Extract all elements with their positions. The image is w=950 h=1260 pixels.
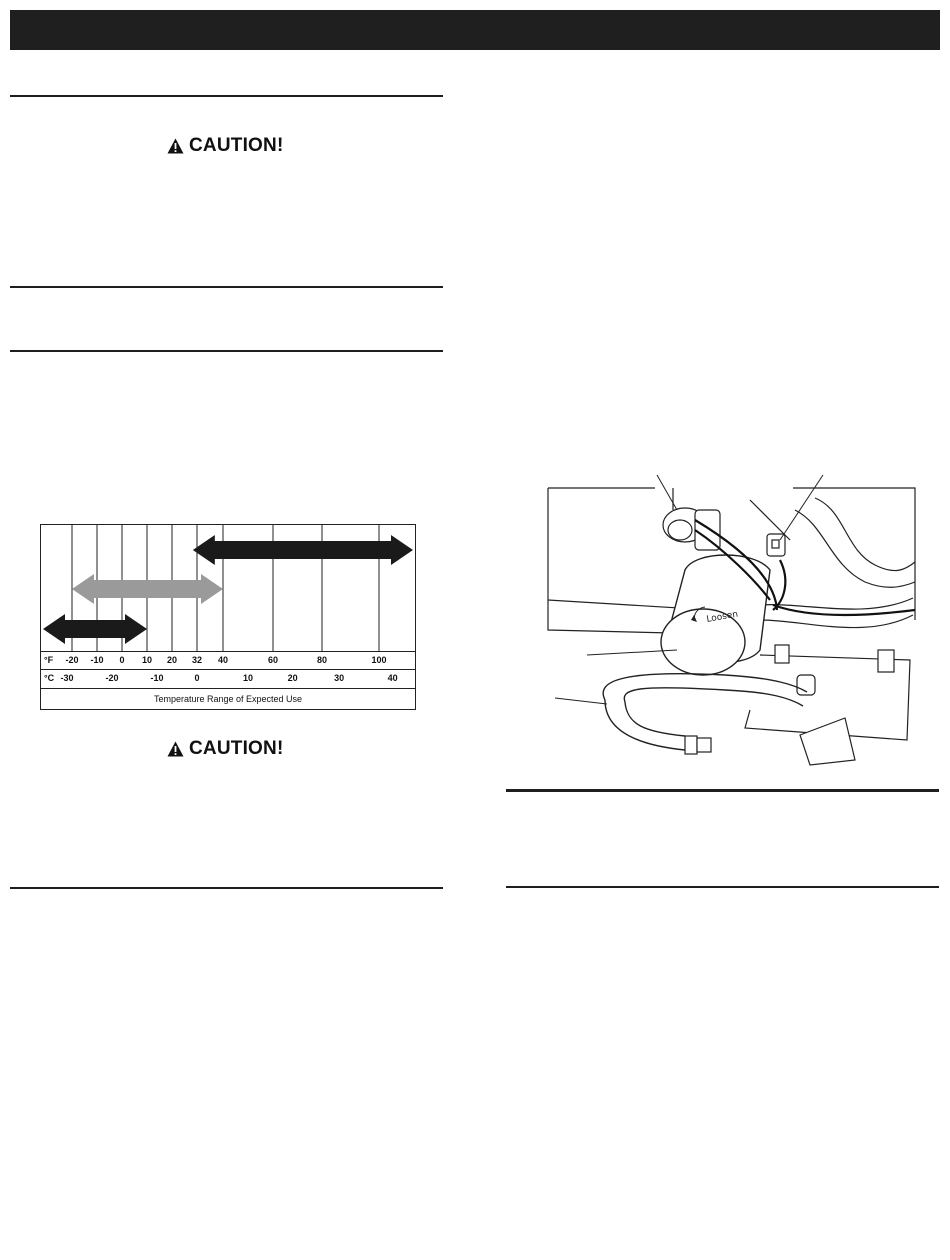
fahrenheit-tick-label: 32 [191,655,203,665]
celsius-tick-label: 0 [194,673,200,683]
fahrenheit-tick-label: 60 [267,655,279,665]
section-divider [10,286,443,288]
caution-label: CAUTION! [189,135,284,156]
oil-filter-illustration [545,470,920,770]
fahrenheit-tick-label: -10 [90,655,104,665]
caution-label: CAUTION! [189,738,284,759]
fahrenheit-tick-label: 40 [217,655,229,665]
page-header-bar [10,10,940,50]
fahrenheit-tick-label: -20 [65,655,79,665]
range-arrow [193,535,413,565]
warning-icon [167,138,184,154]
temperature-range-bars [41,525,415,651]
loosen-label: Loosen [705,609,739,625]
celsius-tick-label: 10 [242,673,254,683]
fahrenheit-unit: °F [44,655,54,665]
celsius-scale-row [41,669,415,690]
celsius-tick-label: 40 [387,673,398,683]
range-arrow [43,614,147,644]
caution-heading [167,738,283,760]
fahrenheit-scale-row [41,651,415,670]
celsius-tick-label: -20 [105,673,119,683]
warning-icon [167,741,184,757]
chart-caption: Temperature Range of Expected Use [41,688,415,709]
section-divider [10,350,443,352]
celsius-tick-label: 30 [334,673,345,683]
fahrenheit-tick-label: 100 [371,655,387,665]
fahrenheit-tick-label: 0 [119,655,125,665]
celsius-tick-label: -30 [60,673,74,683]
section-divider [506,789,939,792]
temperature-range-chart [40,524,416,710]
section-divider [506,886,939,888]
celsius-tick-label: -10 [150,673,164,683]
celsius-tick-label: 20 [287,673,298,683]
fahrenheit-tick-label: 80 [316,655,328,665]
fahrenheit-tick-label: 20 [166,655,178,665]
section-divider [10,887,443,889]
section-divider [10,95,443,97]
caution-heading [167,135,283,157]
fahrenheit-tick-label: 10 [141,655,153,665]
celsius-unit: °C [44,673,55,683]
